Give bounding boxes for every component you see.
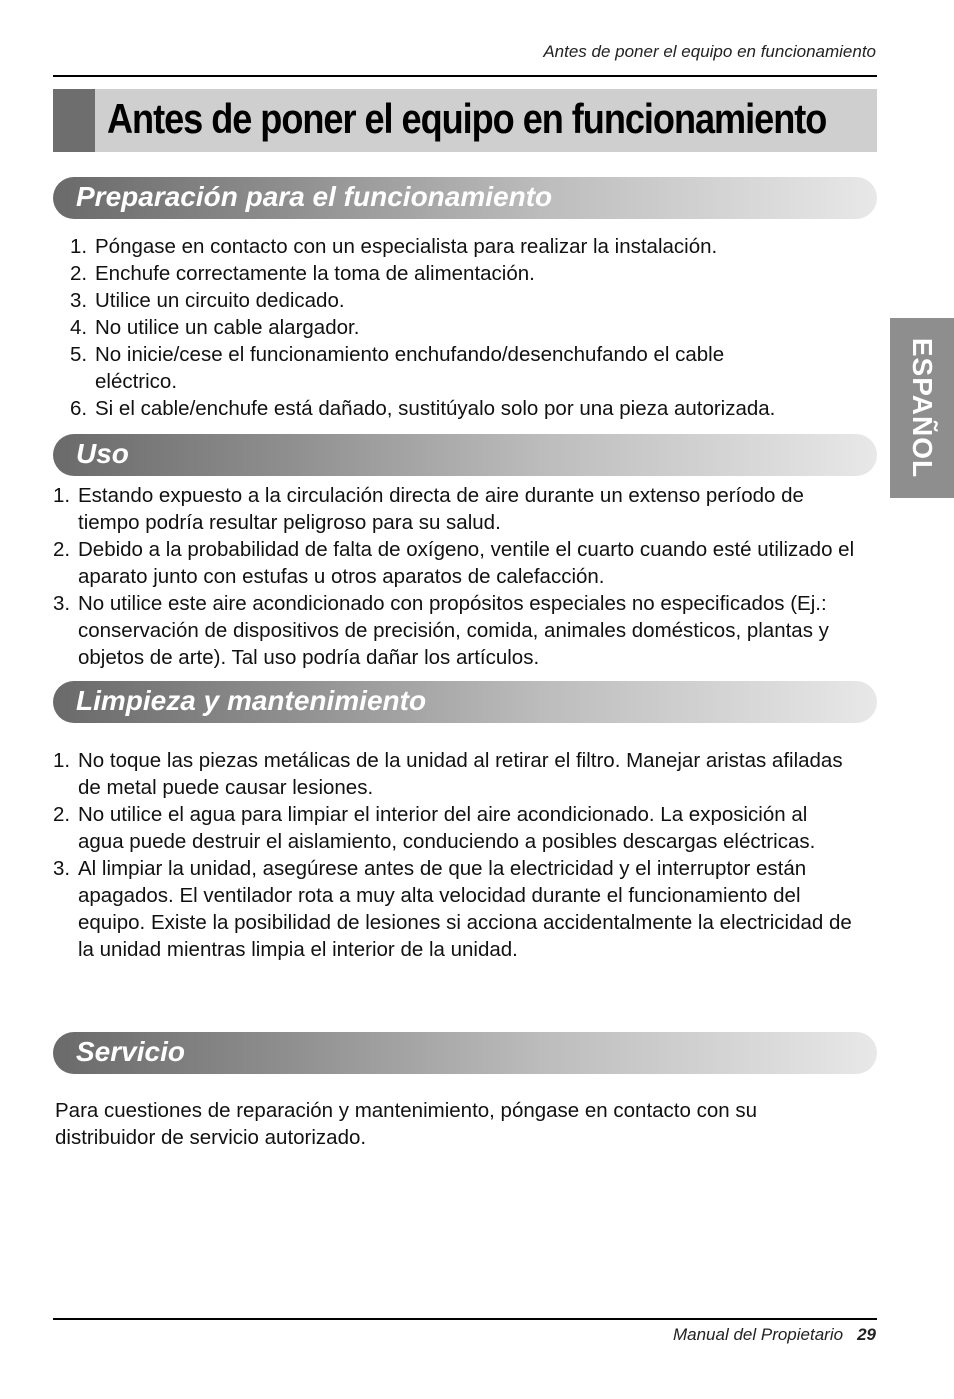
list-limpieza xyxy=(53,747,858,963)
bottom-rule xyxy=(53,1318,877,1320)
list-item: 6. Si el cable/enchufe está dañado, sustitúyalo solo por una pieza autorizada. xyxy=(70,397,776,420)
section-heading-limpieza xyxy=(53,681,877,723)
title-accent-block xyxy=(53,89,95,152)
language-tab-label: ESPAÑOL xyxy=(907,337,938,479)
list-item: 3. Utilice un circuito dedicado. xyxy=(70,289,345,312)
section-heading-text: Servicio xyxy=(76,1036,185,1067)
footer-label: Manual del Propietario xyxy=(672,1325,844,1344)
page-number: 29 xyxy=(857,1325,876,1344)
top-rule xyxy=(53,75,877,77)
page-title: Antes de poner el equipo en funcionamiento xyxy=(107,95,827,142)
list-item: 3. No utilice este aire acondicionado con propósitos especiales no especificados (Ej.: conservación de dispositivos de precisión, comida, animales domésticos, plantas y objetos de arte). Tal uso podría dañar los artículos. xyxy=(53,592,829,669)
list-item: 3. Al limpiar la unidad, asegúrese antes de que la electricidad y el interruptor están apagados. El ventilador rota a muy alta velocidad durante el funcionamiento del equipo. Existe la posibilidad de lesiones si acciona accidentalmente la electricidad de la unidad mientras limpia el interior de la unidad. xyxy=(53,857,852,961)
section-heading-preparacion xyxy=(53,177,877,219)
page-footer xyxy=(673,1325,876,1345)
section-heading-uso xyxy=(53,434,877,476)
list-item: 5. No inicie/cese el funcionamiento enchufando/desenchufando el cable eléctrico. xyxy=(70,343,725,393)
servicio-paragraph: Para cuestiones de reparación y mantenimiento, póngase en contacto con su distribuidor de servicio autorizado. xyxy=(55,1099,757,1149)
section-heading-text: Uso xyxy=(76,438,129,469)
list-item: 1. No toque las piezas metálicas de la unidad al retirar el filtro. Manejar aristas afiladas de metal puede causar lesiones. xyxy=(53,749,843,799)
list-uso xyxy=(53,482,858,671)
section-heading-servicio xyxy=(53,1032,877,1074)
language-tab xyxy=(890,318,954,498)
section-heading-text: Limpieza y mantenimiento xyxy=(76,685,427,716)
running-header: Antes de poner el equipo en funcionamiento xyxy=(543,42,876,61)
list-item: 2. Enchufe correctamente la toma de alimentación. xyxy=(70,262,535,285)
list-item: 1. Póngase en contacto con un especialista para realizar la instalación. xyxy=(70,235,718,258)
list-item: 1. Estando expuesto a la circulación directa de aire durante un extenso período de tiempo podría resultar peligroso para su salud. xyxy=(53,484,804,534)
section-heading-text: Preparación para el funcionamiento xyxy=(76,181,553,212)
list-preparacion xyxy=(70,233,860,422)
title-bar xyxy=(53,89,877,152)
list-item: 2. Debido a la probabilidad de falta de oxígeno, ventile el cuarto cuando esté utilizado el aparato junto con estufas u otros aparatos de calefacción. xyxy=(53,538,855,588)
list-item: 4. No utilice un cable alargador. xyxy=(70,316,360,339)
list-item: 2. No utilice el agua para limpiar el interior del aire acondicionado. La exposición al agua puede destruir el aislamiento, conduciendo a posibles descargas eléctricas. xyxy=(53,803,816,853)
